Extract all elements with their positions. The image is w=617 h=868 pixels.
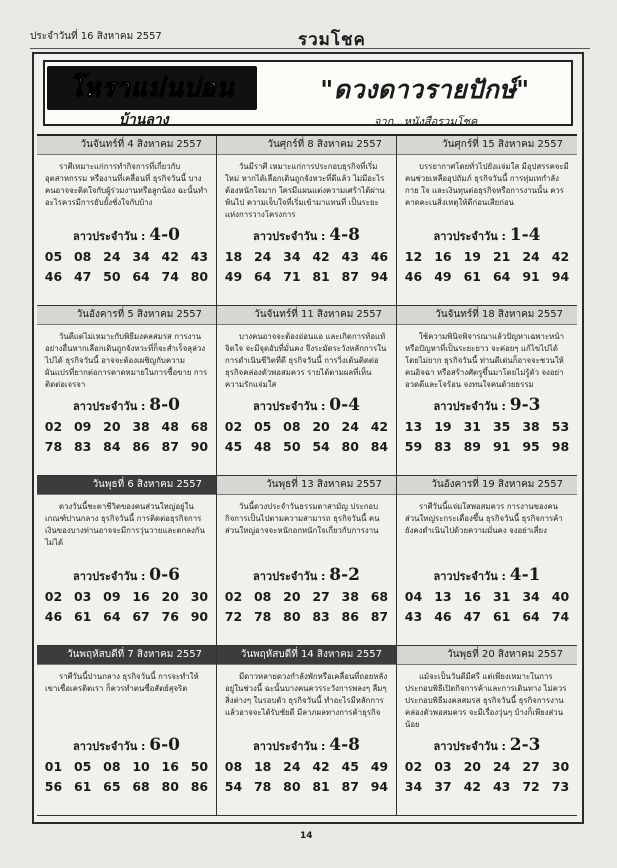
lottery-line [397,563,577,587]
lucky-number: 08 [283,419,301,434]
section-header [34,54,582,136]
number-row [37,607,216,627]
number-row [37,267,216,287]
lucky-number: 87 [370,609,389,624]
lucky-number: 61 [73,779,92,794]
lottery-line [397,393,577,417]
lucky-number: 78 [253,779,272,794]
lucky-number: 46 [434,609,452,624]
day-forecast-text: มีดาวหลายดวงกำลังพักหรือเคลื่อนที่ถอยหลังอยู่ในช่วงนี้ ฉะนั้นบางคนควรระวังการพลงๆ ลืมๆ สิ่งต่างๆ ในรอบตัว ธุรกิจวันนี้ ทำอะไรมีหลักการแล้วอาจจะได้รับชัยดี มีลาภผลทางการค้าธุรกิจ [225,672,388,717]
lucky-number: 98 [551,439,570,454]
lucky-number: 86 [341,609,359,624]
day-forecast-text: วันมีราศี เหมาะแก่การประกอบธุรกิจที่เริ่มใหม่ หากได้เลือกเดินถูกจังหวะที่ดีแล้ว ไม่มีอะไรต้องหนักใจมาก ใครมีแผนแต่งความเศร้าได้ผ่านพ้นไป ความเจ็บใจที่เริ่มเข้ามาแทนที่ เป็นระยะแห่งการวางโครงการ [225,162,385,219]
lottery-line [397,733,577,757]
lucky-number: 84 [370,439,389,454]
lucky-pair: 1-4 [509,225,541,245]
lottery-label: ลาวประจำวัน [73,570,138,583]
lucky-number: 24 [492,759,511,774]
lucky-number: 94 [551,269,570,284]
day-heading: วันอังคารที่ 5 สิงหาคม 2557 [37,306,216,325]
number-row [217,757,396,777]
lucky-number: 40 [551,589,570,604]
number-row [397,607,577,627]
day-cell [397,136,577,306]
lucky-number: 01 [44,759,63,774]
day-cell [37,476,217,646]
lottery-line [37,733,216,757]
lucky-number: 20 [463,759,481,774]
lottery-separator: : [317,230,330,243]
lucky-number: 80 [161,779,179,794]
lucky-number: 18 [253,759,272,774]
day-heading: วันอังคารที่ 19 สิงหาคม 2557 [397,476,577,495]
lucky-number: 02 [224,419,243,434]
lucky-number: 42 [312,249,330,264]
lucky-number: 72 [224,609,243,624]
lucky-number: 16 [434,249,452,264]
lucky-number: 71 [283,269,301,284]
lucky-number: 08 [224,759,243,774]
lucky-pair: 4-0 [149,225,180,245]
lottery-separator: : [317,400,330,413]
day-cell [397,646,577,816]
lucky-number: 19 [463,249,481,264]
lucky-number: 16 [463,589,481,604]
lucky-number: 37 [434,779,452,794]
lucky-number: 30 [190,589,209,604]
lottery-line [217,223,396,247]
number-row [217,247,396,267]
lottery-label: ลาวประจำวัน [433,230,498,243]
lucky-number: 02 [44,419,63,434]
day-forecast-text: บางคนอาจจะต้องอ่อนแอ และเกิดการท้อแท้จิตใจ จะมีจุดอับที่มั่นคง จึงระมัดระวังหลักการในการดำเนินชีวิตที่ดี ธุรกิจวันนี้ การวิ่งเต้นติดต่อธุรกิจคล่องตัวพอสมควร รายได้ตามผลที่เห็นความรักแจ่มใส [225,332,387,389]
lucky-number: 34 [283,249,301,264]
lucky-number: 90 [190,609,209,624]
lottery-line [37,393,216,417]
day-cell [37,646,217,816]
lucky-number: 49 [224,269,243,284]
day-heading: วันจันทร์ที่ 18 สิงหาคม 2557 [397,306,577,325]
lucky-number: 72 [522,779,540,794]
lucky-number: 43 [404,609,423,624]
lottery-label: ลาวประจำวัน [73,740,138,753]
lucky-number: 87 [161,439,179,454]
day-heading: วันจันทร์ที่ 11 สิงหาคม 2557 [217,306,396,325]
number-row [397,587,577,607]
lucky-number: 08 [253,589,272,604]
lucky-number: 50 [103,269,121,284]
lucky-number: 68 [132,779,150,794]
lucky-number: 24 [522,249,540,264]
lucky-number: 64 [132,269,150,284]
lucky-number: 43 [190,249,209,264]
day-heading: วันพุธที่ 20 สิงหาคม 2557 [397,646,577,665]
lucky-number: 68 [370,589,389,604]
number-row [217,417,396,437]
day-heading: วันพฤหัสบดีที่ 14 สิงหาคม 2557 [217,646,396,665]
lucky-number: 18 [224,249,243,264]
lucky-number: 83 [73,439,92,454]
lucky-number: 80 [341,439,359,454]
lucky-number: 05 [253,419,272,434]
lucky-number: 91 [522,269,540,284]
lucky-number: 64 [522,609,540,624]
day-heading: วันพุธที่ 13 สิงหาคม 2557 [217,476,396,495]
lucky-number: 02 [44,589,63,604]
lucky-number: 42 [551,249,570,264]
lucky-number: 91 [492,439,511,454]
lottery-label: ลาวประจำวัน [433,570,498,583]
lucky-number: 74 [551,609,570,624]
lucky-number: 81 [312,779,330,794]
lucky-number: 50 [190,759,209,774]
lucky-number: 16 [132,589,150,604]
day-forecast-text: ราศีเหมาะแก่การทำกิจการที่เกี่ยวกับอุตสาหกรรม หรืองานที่เคลื่อนที่ ธุรกิจวันนี้ บางคนอาจจะติดใจกับผู้ร่วมงานหรือลูกน้อง ฉะนั้นทำอะไรควรมีการยับยั้งชั่งใจกับบ้าง [45,162,208,207]
lucky-number: 61 [463,269,481,284]
lucky-number: 30 [551,759,570,774]
lottery-label: ลาวประจำวัน [253,740,318,753]
lottery-separator: : [317,740,330,753]
lottery-line [37,563,216,587]
lucky-number: 27 [312,589,330,604]
lucky-number: 09 [73,419,92,434]
number-row [397,437,577,457]
lucky-number: 74 [161,269,179,284]
lucky-number: 49 [434,269,452,284]
lottery-separator: : [497,740,510,753]
logo-subtitle: บ้านลาง [119,112,169,128]
day-forecast-text: บรรยากาศโดยทั่วไปยังแจ่มใส มีอุปสรรคจะมีคนช่วยเหลืออุปถัมภ์ ธุรกิจวันนี้ การทุ่มเทกำลังกาย ใจ และเงินทุนต่อธุรกิจหรือการงานนั้น ควรคาดคะเนสิ่งเหตุให้ดีก่อนเสียก่อน [405,162,569,207]
lucky-number: 24 [341,419,359,434]
lucky-number: 64 [492,269,511,284]
number-row [397,757,577,777]
lucky-number: 46 [44,609,63,624]
lucky-number: 48 [253,439,272,454]
day-cell [37,136,217,306]
lucky-number: 02 [224,589,243,604]
top-rule [30,48,590,49]
day-forecast-text: ดวงวันนี้ชะตาชีวิตของคนส่วนใหญ่อยู่ในเกณฑ์ปานกลาง ธุรกิจวันนี้ การติดต่อธุรกิจการเงินของบางท่านอาจจะมีการวุ่นวายและตกลงกันไม่ได้ [45,502,205,547]
lucky-number: 43 [341,249,359,264]
number-row [217,607,396,627]
lucky-number: 38 [132,419,150,434]
lucky-number: 42 [463,779,481,794]
lucky-number: 20 [312,419,330,434]
lucky-number: 05 [44,249,63,264]
lottery-label: ลาวประจำวัน [253,230,318,243]
number-row [397,777,577,797]
lucky-number: 61 [492,609,511,624]
publication-name: รวมโชค [298,30,366,50]
lucky-number: 34 [404,779,423,794]
lucky-number: 64 [253,269,272,284]
lucky-number: 03 [73,589,92,604]
column-logo: โหราแม่นปอน [69,73,235,102]
lucky-number: 20 [283,589,301,604]
lucky-number: 19 [434,419,452,434]
lucky-number: 46 [370,249,389,264]
lottery-line [37,223,216,247]
day-forecast-text: ราศีวันนี้แจ่มใสพอสมควร การงานของคนส่วนใหญ่ระกระเดื่องขึ้น ธุรกิจวันนี้ ธุรกิจการค้ายังคงดำเนินไปด้วยความมั่นคง จงอย่าเสี่ยง [405,502,563,535]
day-heading: วันศุกร์ที่ 8 สิงหาคม 2557 [217,136,396,155]
day-forecast-text: วันดีแต่ไม่เหมาะกับพิธีมงคลสมรส การงานอย่างอื่นหากเลือกเดินถูกจังหวะที่ก็จะสำเร็จลุล่วงไปได้ ธุรกิจวันนี้ อาจจะต้องเผชิญกับความผันแปรที่ยากต่อการคาดหมายในการซื้อขาย การติดต่อเจรจา [45,332,208,389]
lucky-number: 46 [404,269,423,284]
lottery-separator: : [317,570,330,583]
number-row [37,417,216,437]
lucky-number: 89 [463,439,481,454]
lucky-number: 49 [370,759,389,774]
day-forecast-text: ราศีวันนี้ปานกลาง ธุรกิจวันนี้ การจะทำให้เขาเชื่อเครดิตเรา ก็ควรทำตนซื่อสัตย์สุจริต [45,672,199,693]
lucky-number: 95 [522,439,540,454]
lucky-number: 13 [404,419,423,434]
lottery-label: ลาวประจำวัน [73,400,138,413]
lucky-number: 38 [341,589,359,604]
number-row [397,267,577,287]
lucky-number: 64 [103,609,121,624]
day-forecast-text: วันนี้ดวงประจำวันธรรมดาสามัญ ประกอบกิจการเป็นไปตามความสามารถ ธุรกิจวันนี้ คนส่วนใหญ่อาจจะหนักอกหนักใจเกี่ยวกับการงาน [225,502,380,535]
lucky-number: 78 [44,439,63,454]
lottery-label: ลาวประจำวัน [433,400,498,413]
lottery-line [217,563,396,587]
lucky-number: 78 [253,609,272,624]
lucky-number: 10 [132,759,150,774]
lucky-number: 05 [73,759,92,774]
lucky-number: 94 [370,779,389,794]
lucky-pair: 0-4 [329,395,360,415]
day-heading: วันจันทร์ที่ 4 สิงหาคม 2557 [37,136,216,155]
lucky-number: 24 [253,249,272,264]
lucky-number: 65 [103,779,121,794]
lottery-separator: : [497,230,510,243]
lucky-number: 13 [434,589,452,604]
lucky-number: 94 [370,269,389,284]
lucky-number: 03 [434,759,452,774]
lucky-number: 80 [283,609,301,624]
number-row [217,267,396,287]
lucky-number: 56 [44,779,63,794]
lucky-number: 76 [161,609,179,624]
lucky-number: 08 [103,759,121,774]
lucky-number: 54 [312,439,330,454]
lottery-label: ลาวประจำวัน [253,400,318,413]
lucky-number: 73 [551,779,570,794]
number-row [37,757,216,777]
lucky-number: 86 [132,439,150,454]
lottery-line [217,393,396,417]
lucky-number: 43 [492,779,511,794]
lucky-number: 20 [103,419,121,434]
lucky-number: 02 [404,759,423,774]
section-source: จาก...หนังสือรวมโชค [374,115,478,128]
lucky-number: 31 [463,419,481,434]
lucky-number: 38 [522,419,540,434]
lucky-number: 04 [404,589,423,604]
day-heading: วันพฤหัสบดีที่ 7 สิงหาคม 2557 [37,646,216,665]
lucky-number: 68 [190,419,209,434]
lucky-number: 31 [492,589,511,604]
lucky-number: 80 [283,779,301,794]
lottery-line [217,733,396,757]
number-row [37,587,216,607]
lottery-separator: : [137,230,150,243]
horoscope-frame [32,52,584,824]
lucky-pair: 6-0 [149,735,180,755]
day-cell [217,476,397,646]
day-heading: วันศุกร์ที่ 15 สิงหาคม 2557 [397,136,577,155]
lucky-number: 09 [103,589,121,604]
day-cell [397,306,577,476]
lottery-label: ลาวประจำวัน [73,230,138,243]
page-number: 14 [300,831,313,841]
lucky-number: 46 [44,269,63,284]
lottery-separator: : [497,570,510,583]
lucky-number: 87 [341,779,359,794]
day-cell [217,306,397,476]
lucky-number: 83 [312,609,330,624]
day-cell [397,476,577,646]
lucky-number: 20 [161,589,179,604]
lucky-number: 24 [283,759,301,774]
lottery-separator: : [137,570,150,583]
lucky-number: 34 [132,249,150,264]
number-row [217,587,396,607]
number-row [37,437,216,457]
lucky-pair: 4-1 [509,565,541,585]
lottery-separator: : [137,400,150,413]
day-heading: วันพุธที่ 6 สิงหาคม 2557 [37,476,216,495]
day-cell [217,136,397,306]
lucky-pair: 8-0 [149,395,180,415]
lottery-label: ลาวประจำวัน [433,740,498,753]
lucky-number: 27 [522,759,540,774]
number-row [397,417,577,437]
lucky-number: 86 [190,779,209,794]
lucky-number: 42 [161,249,179,264]
lucky-number: 45 [224,439,243,454]
lucky-pair: 4-8 [329,225,360,245]
issue-date: ประจำวันที่ 16 สิงหาคม 2557 [30,31,162,42]
lucky-number: 42 [312,759,330,774]
lucky-pair: 8-2 [329,565,360,585]
lucky-number: 08 [73,249,92,264]
lucky-number: 45 [341,759,359,774]
lucky-number: 47 [73,269,92,284]
lottery-label: ลาวประจำวัน [253,570,318,583]
number-row [217,777,396,797]
lucky-number: 34 [522,589,540,604]
lucky-number: 80 [190,269,209,284]
lottery-line [397,223,577,247]
day-grid [37,134,577,818]
lucky-number: 12 [404,249,423,264]
lucky-number: 47 [463,609,481,624]
day-cell [217,646,397,816]
lucky-number: 21 [492,249,511,264]
day-forecast-text: แม้จะเป็นวันดีมีศรี แต่เพียงเหมาะในการประกอบพิธีเปิดกิจการค้าและการเดินทาง ไม่ควรประกอบพิธีมงคลสมรส ธุรกิจวันนี้ ธุรกิจการงานคล่องตัวพอสมควร จะมีเรื่องวุ่นๆ บ้างก็เพียงส่วนน้อย [405,672,567,729]
lucky-number: 50 [283,439,301,454]
section-title: "ดวงดาวรายปักษ์" [320,75,530,104]
day-forecast-text: ใช้ความพินิจพิจารณาแล้วปัญหาเฉพาะหน้า หรือปัญหาที่เป็นระยะยาว จะค่อยๆ แก้ไขไปได้โดยไม่ยาก ธุรกิจวันนี้ ท่านดีเด่นก็อาจจะชวนให้คนอิจฉา หรือสร้างศัตรูขึ้นมาโดยไม่รู้ตัว จงอย่าอวดดีและโจร้อน จงทนใจคนด้วยธรรม [405,332,564,389]
lucky-number: 90 [190,439,209,454]
lucky-number: 59 [404,439,423,454]
lucky-number: 83 [434,439,452,454]
lucky-pair: 2-3 [509,735,541,755]
lucky-pair: 0-6 [149,565,180,585]
lucky-number: 67 [132,609,150,624]
lucky-number: 81 [312,269,330,284]
top-bar [30,26,590,48]
lucky-pair: 9-3 [509,395,541,415]
lucky-number: 61 [73,609,92,624]
number-row [37,777,216,797]
lucky-number: 84 [103,439,121,454]
lucky-number: 24 [103,249,121,264]
lucky-number: 53 [551,419,570,434]
lucky-number: 48 [161,419,179,434]
lucky-number: 42 [370,419,389,434]
lucky-pair: 4-8 [329,735,360,755]
lottery-separator: : [137,740,150,753]
lucky-number: 54 [224,779,243,794]
number-row [397,247,577,267]
number-row [37,247,216,267]
lucky-number: 35 [492,419,511,434]
lucky-number: 87 [341,269,359,284]
lottery-separator: : [497,400,510,413]
number-row [217,437,396,457]
day-cell [37,306,217,476]
lucky-number: 16 [161,759,179,774]
